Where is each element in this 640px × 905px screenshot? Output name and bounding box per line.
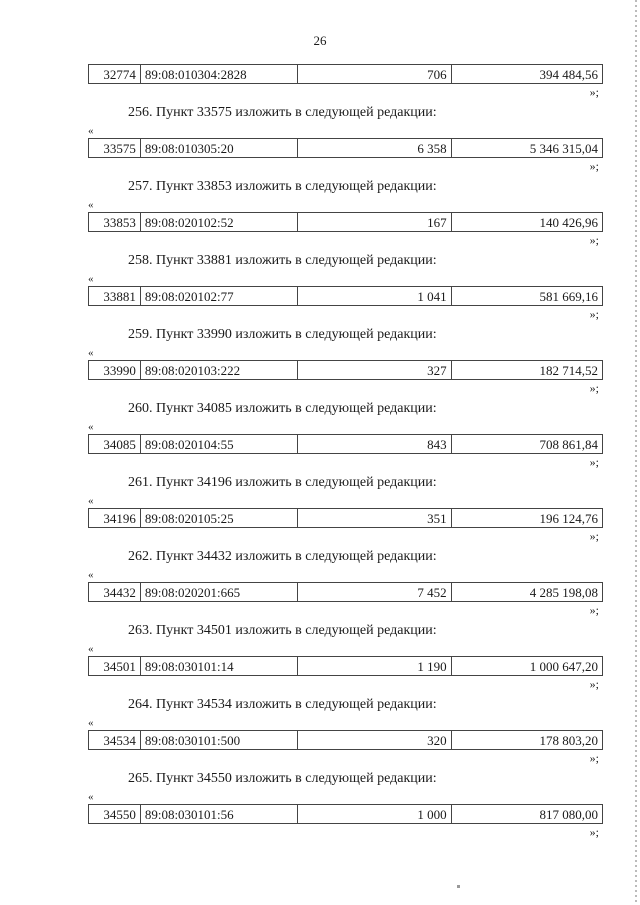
table-row xyxy=(88,656,603,676)
clause-text: 259. Пункт 33990 изложить в следующей редакции: xyxy=(128,327,437,342)
clause-text: 261. Пункт 34196 изложить в следующей редакции: xyxy=(128,475,437,490)
closing-quote: »; xyxy=(589,233,599,247)
table-row xyxy=(88,508,603,528)
cost-value: 182 714,52 xyxy=(539,363,598,378)
cadastral-number: 89:08:010304:2828 xyxy=(141,65,298,83)
table-row xyxy=(88,138,603,158)
clause-block xyxy=(88,768,603,840)
cadastral-number: 89:08:030101:56 xyxy=(141,805,298,823)
cadastral-number: 89:08:020103:222 xyxy=(141,361,298,379)
cadastral-number: 89:08:030101:500 xyxy=(141,731,298,749)
clause-block xyxy=(88,398,603,470)
opening-quote: « xyxy=(88,421,94,433)
table-row xyxy=(88,212,603,232)
cadastral-number: 89:08:020102:77 xyxy=(141,287,298,305)
opening-quote: « xyxy=(88,569,94,581)
area-value: 843 xyxy=(298,435,451,453)
cadastral-number: 89:08:030101:14 xyxy=(141,657,298,675)
row-number: 34501 xyxy=(89,657,141,675)
row-number: 34550 xyxy=(89,805,141,823)
closing-quote: »; xyxy=(589,307,599,321)
closing-quote: »; xyxy=(589,603,599,617)
closing-quote: »; xyxy=(589,529,599,543)
opening-quote: « xyxy=(88,717,94,729)
clause-block xyxy=(88,472,603,544)
clause-text: 258. Пункт 33881 изложить в следующей редакции: xyxy=(128,253,437,268)
row-number: 34534 xyxy=(89,731,141,749)
row-number: 34432 xyxy=(89,583,141,601)
area-value: 320 xyxy=(298,731,451,749)
closing-quote: »; xyxy=(589,677,599,691)
area-value: 706 xyxy=(298,65,451,83)
cost-value: 394 484,56 xyxy=(539,67,598,82)
clause-block xyxy=(88,620,603,692)
cadastral-number: 89:08:020102:52 xyxy=(141,213,298,231)
clause-block xyxy=(88,102,603,174)
table-row xyxy=(88,730,603,750)
opening-quote: « xyxy=(88,199,94,211)
area-value: 327 xyxy=(298,361,451,379)
table-row xyxy=(88,64,603,84)
area-value: 1 000 xyxy=(298,805,451,823)
closing-quote: »; xyxy=(589,825,599,839)
clause-text: 264. Пункт 34534 изложить в следующей редакции: xyxy=(128,697,437,712)
row-number: 34085 xyxy=(89,435,141,453)
table-row xyxy=(88,286,603,306)
clause-text: 262. Пункт 34432 изложить в следующей редакции: xyxy=(128,549,437,564)
opening-quote: « xyxy=(88,347,94,359)
cost-value: 708 861,84 xyxy=(539,437,598,452)
area-value: 6 358 xyxy=(298,139,451,157)
clause-block xyxy=(88,324,603,396)
row-number: 32774 xyxy=(89,65,141,83)
row-number: 33990 xyxy=(89,361,141,379)
closing-quote: »; xyxy=(589,85,599,99)
cost-value: 5 346 315,04 xyxy=(529,141,598,156)
clause-list xyxy=(88,102,603,840)
opening-quote: « xyxy=(88,495,94,507)
table-row xyxy=(88,582,603,602)
document-body xyxy=(88,64,603,840)
opening-quote: « xyxy=(88,791,94,803)
area-value: 351 xyxy=(298,509,451,527)
closing-quote: »; xyxy=(589,751,599,765)
area-value: 1 190 xyxy=(298,657,451,675)
closing-quote: »; xyxy=(589,159,599,173)
area-value: 1 041 xyxy=(298,287,451,305)
cost-value: 817 080,00 xyxy=(539,807,598,822)
table-row xyxy=(88,804,603,824)
scan-edge xyxy=(635,0,637,905)
cost-value: 581 669,16 xyxy=(539,289,598,304)
clause-block xyxy=(88,694,603,766)
cadastral-number: 89:08:020104:55 xyxy=(141,435,298,453)
clause-text: 265. Пункт 34550 изложить в следующей редакции: xyxy=(128,771,437,786)
clause-block xyxy=(88,546,603,618)
cost-value: 178 803,20 xyxy=(539,733,598,748)
area-value: 7 452 xyxy=(298,583,451,601)
clause-text: 263. Пункт 34501 изложить в следующей редакции: xyxy=(128,623,437,638)
table-row xyxy=(88,360,603,380)
clause-block xyxy=(88,176,603,248)
row-number: 34196 xyxy=(89,509,141,527)
clause-block xyxy=(88,250,603,322)
cadastral-number: 89:08:010305:20 xyxy=(141,139,298,157)
area-value: 167 xyxy=(298,213,451,231)
table-row xyxy=(88,434,603,454)
opening-quote: « xyxy=(88,643,94,655)
opening-quote: « xyxy=(88,125,94,137)
closing-quote: »; xyxy=(589,381,599,395)
closing-quote: »; xyxy=(589,455,599,469)
row-number: 33853 xyxy=(89,213,141,231)
clause-text: 257. Пункт 33853 изложить в следующей редакции: xyxy=(128,179,437,194)
cadastral-number: 89:08:020105:25 xyxy=(141,509,298,527)
clause-text: 260. Пункт 34085 изложить в следующей редакции: xyxy=(128,401,437,416)
row-number: 33881 xyxy=(89,287,141,305)
cost-value: 1 000 647,20 xyxy=(529,659,598,674)
page-number: 26 xyxy=(313,33,327,48)
row-number: 33575 xyxy=(89,139,141,157)
cadastral-number: 89:08:020201:665 xyxy=(141,583,298,601)
opening-quote: « xyxy=(88,273,94,285)
cost-value: 4 285 198,08 xyxy=(529,585,598,600)
clause-text: 256. Пункт 33575 изложить в следующей редакции: xyxy=(128,105,437,120)
cost-value: 196 124,76 xyxy=(539,511,598,526)
scan-dot xyxy=(457,885,460,888)
cost-value: 140 426,96 xyxy=(539,215,598,230)
